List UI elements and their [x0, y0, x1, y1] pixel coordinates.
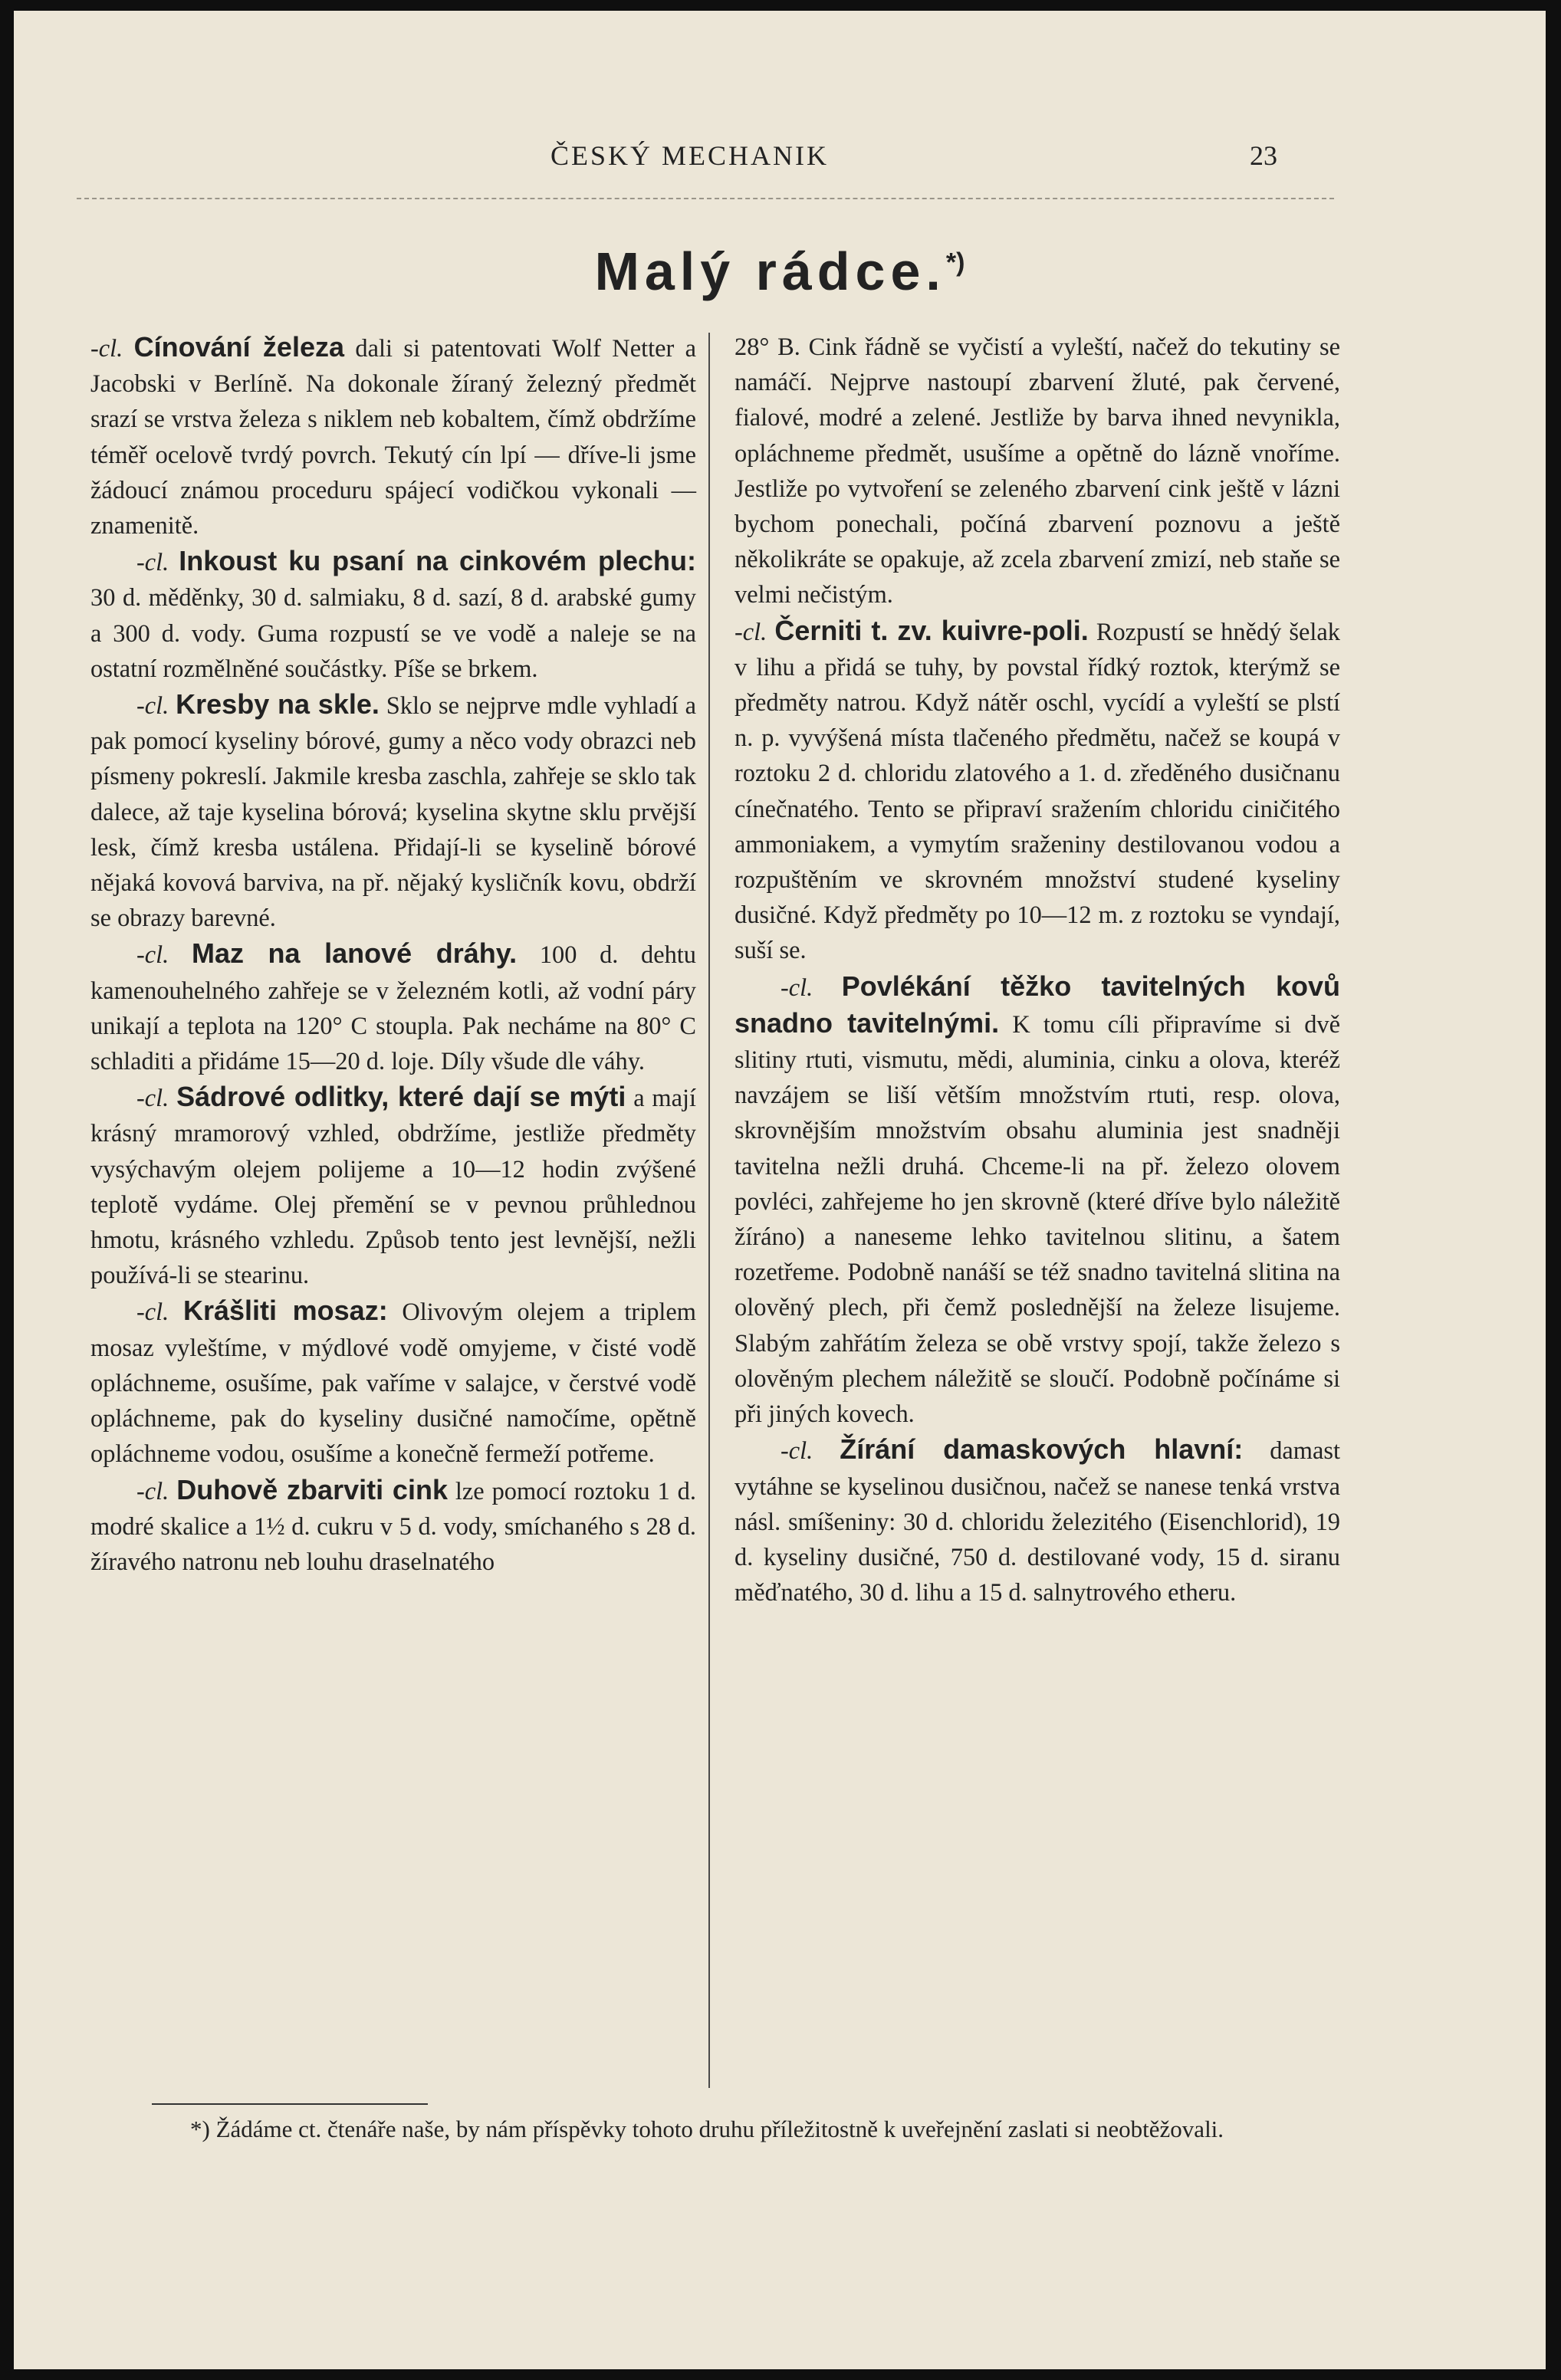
article-heading: Cínování železa	[133, 331, 344, 363]
article-tinning-iron	[90, 330, 696, 543]
article-heading: Inkoust ku psaní na cinkovém plechu:	[179, 545, 696, 577]
article-heading: Kresby na skle.	[176, 688, 380, 721]
article-heading: Černiti t. zv. kuivre-poli.	[774, 614, 1089, 646]
running-title: ČESKÝ MECHANIK	[550, 140, 830, 171]
title-text: Malý rádce.	[594, 241, 946, 301]
right-column	[734, 330, 1340, 1610]
article-text: lze pomocí roztoku 1 d. modré skalice a 1½ d. cukru v 5 d. vody, smíchaného s 28 d. žíravého natronu neb louhu draselnatého	[90, 1477, 696, 1576]
column-divider	[708, 333, 710, 2088]
article-heading: Krášliti mosaz:	[182, 1295, 388, 1327]
article-ink-zinc	[90, 543, 696, 687]
article-iridescent-zinc	[90, 1472, 696, 1581]
article-text: 100 d. dehtu kamenouhelného zahřeje se v železném kotli, až vodní páry unikají a teplota na 120° C stoupla. Pak necháme na 80° C schladiti a přidáme 15—20 d. loje. Díly všude dle váhy.	[90, 941, 697, 1076]
article-heading: Žírání damaskových hlavní:	[840, 1433, 1244, 1466]
article-marker: -cl.	[136, 549, 169, 577]
article-heading: Povlékání těžko tavitelných kovů snadno tavitelnými.	[734, 970, 1340, 1039]
article-marker: -cl.	[90, 335, 123, 363]
article-marker: -cl.	[136, 692, 169, 721]
article-marker: -cl.	[136, 941, 169, 970]
article-marker: -cl.	[780, 973, 813, 1002]
article-marker: -cl.	[136, 1298, 169, 1327]
article-plaster-casts	[90, 1079, 696, 1293]
article-text: 30 d. měděnky, 30 d. salmiaku, 8 d. sazí, 8 d. arabské gumy a 300 d. vody. Guma rozpustí se ve vodě a naleje se na ostatní rozmělněné součástky. Píše se brkem.	[90, 584, 696, 683]
article-blacken-kuivre-poli	[734, 613, 1340, 969]
page	[14, 11, 1546, 2369]
article-text: K tomu cíli připravíme si dvě slitiny rtuti, vismutu, mědi, aluminia, cinku a olova, kteréž navzájem se liší větším množstvím rtuti, resp. olova, skrovnějším množstvím obsahu aluminia jest snadněji tavitelna nežli druhá. Chceme-li na př. železo olovem povléci, zahřejeme ho jen skrovně (které dříve bylo náležitě žíráno) a naneseme lehko tavitelnou slitinu, a šatem rozetřeme. Podobně nanáší se též snadno tavitelná slitina na olověný plech, při čemž poslednější na železe lisujeme. Slabým zahřátím železa se obě vrstvy spojí, takže železo s olověným plechem náležitě se sloučí. Podobně počínáme si při jiných kovech.	[734, 1010, 1340, 1429]
article-heading: Duhově zbarviti cink	[176, 1473, 448, 1505]
article-text: Rozpustí se hnědý šelak v lihu a přidá se tuhy, by povstal řídký roztok, kterýmž se předměty natrou. Když nátěr oschl, vycídí a vyleští se plstí n. p. vyvýšená místa tlačeného předmětu, načež se koupá v roztoku 2 d. chloridu zlatového a 1. d. zředěného dusičnanu cínečnatého. Tento se připraví sražením chloridu ciničitého ammoniakem, a vymytím sraženiny destilovanou vodou a rozpuštěním ve skrovném množství studené kyseliny dusičné. Když předměty po 10—12 m. z roztoku se vyndají, suší se.	[734, 618, 1340, 965]
article-cable-grease	[90, 936, 696, 1079]
article-metal-coating	[734, 969, 1340, 1433]
footnote-divider	[152, 2103, 428, 2105]
article-text: Sklo se nejprve mdle vyhladí a pak pomocí kyseliny bórové, gumy a něco vody obrazci neb písmeny pokreslí. Jakmile kresba zaschla, zahřeje se sklo tak dalece, až taje kyselina bórová; kyselina skytne sklu prvější lesk, čímž kresba ustálena. Přidají-li se kyselině bórové nějaká kovová barviva, na př. nějaký kysličník kovu, obdrží se obrazy barevné.	[90, 692, 696, 933]
article-text: a mají krásný mramorový vzhled, obdržíme, jestliže předměty vysýchavým olejem polijeme a 10—12 hodin zvýšené teplotě vydáme. Olej přemění se v pevnou průhlednou hmotu, krásného vzhledu. Způsob tento jest levnější, nežli používá-li se stearinu.	[90, 1085, 696, 1290]
article-text: dali si patentovati Wolf Netter a Jacobski v Berlíně. Na dokonale žíraný železný předmět srazí se vrstva železa s niklem neb kobaltem, čímž obdržíme téměř ocelově tvrdý povrch. Tekutý cín lpí — dříve-li jsme žádoucí známou proceduru spájecí vodičkou vykonali — znamenitě.	[90, 335, 696, 540]
article-iridescent-zinc-continued: 28° B. Cink řádně se vyčistí a vyleští, načež do tekutiny se namáčí. Nejprve nastoupí zbarvení žluté, pak červené, fialové, modré a zelené. Jestliže by barva ihned nevynikla, opláchneme předmět, usušíme a opětně do lázně vnoříme. Jestliže po vytvoření se zeleného zbarvení cink ještě v lázni bychom ponechali, počíná zbarvení poznovu a ještě několikráte se opakuje, až zcela zbarvení zmizí, neb staňe se velmi nečistým.	[734, 333, 1340, 609]
article-text: damast vytáhne se kyselinou dusičnou, načež se nanese tenká vrstva násl. smíšeniny: 30 d. chloridu železitého (Eisenchlorid), 19 d. kyseliny dusičné, 750 d. destilované vody, 15 d. siranu měďnatého, 30 d. lihu a 15 d. salnytrového etheru.	[734, 1437, 1340, 1607]
title-footnote-mark: *)	[945, 248, 965, 277]
header-divider	[77, 198, 1334, 199]
left-column	[90, 330, 696, 1580]
article-marker: -cl.	[780, 1437, 813, 1466]
page-number: 23	[1250, 140, 1277, 171]
page-title	[14, 241, 1546, 302]
footnote: *) Žádáme ct. čtenáře naše, by nám příspěvky tohoto druhu příležitostně k uveřejnění zaslati si neobtěžovali.	[190, 2116, 1224, 2142]
article-text: Olivovým olejem a triplem mosaz vyleštíme, v mýdlové vodě omyjeme, v čisté vodě opláchneme, osušíme, pak vaříme v salajce, v čerstvé vodě opláchneme, pak do kyseliny dusičné namočíme, opětně opláchneme vodou, osušíme a konečně fermeží potřeme.	[90, 1298, 696, 1469]
article-heading: Maz na lanové dráhy.	[191, 937, 518, 970]
article-damascus-etching	[734, 1432, 1340, 1610]
article-marker: -cl.	[136, 1477, 169, 1505]
article-glass-drawings	[90, 687, 696, 936]
article-marker: -cl.	[136, 1085, 169, 1113]
article-heading: Sádrové odlitky, které dají se mýti	[176, 1081, 626, 1113]
article-marker: -cl.	[734, 618, 767, 646]
article-brass-polish	[90, 1293, 696, 1472]
